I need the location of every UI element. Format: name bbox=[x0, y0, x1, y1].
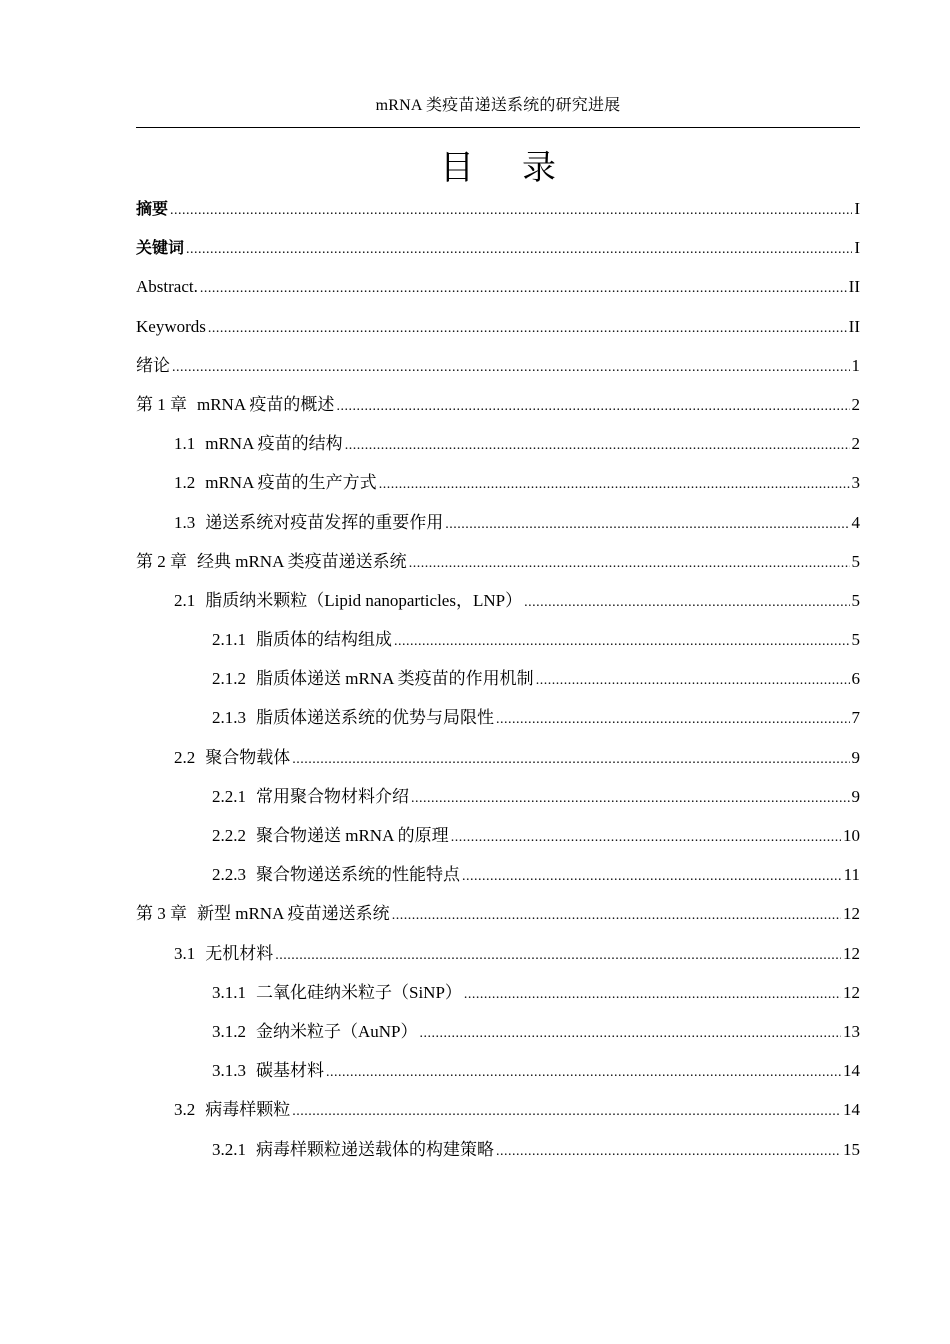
toc-entry-title: Abstract. bbox=[136, 277, 198, 297]
toc-entry-number: 2.2.2 bbox=[212, 826, 246, 845]
toc-dot-leader bbox=[496, 1132, 841, 1171]
toc-dot-leader bbox=[420, 1014, 841, 1053]
toc-dot-leader bbox=[462, 857, 842, 896]
toc-entry[interactable] bbox=[136, 346, 860, 385]
toc-entry-title: 碳基材料 bbox=[256, 1061, 324, 1081]
toc-dot-leader bbox=[200, 269, 847, 308]
toc-entry-number: 3.1.3 bbox=[212, 1061, 246, 1081]
toc-entry[interactable] bbox=[136, 542, 860, 581]
toc-entry[interactable] bbox=[136, 973, 860, 1012]
toc-entry-page: I bbox=[854, 238, 860, 258]
toc-entry-title: 脂质体递送系统的优势与局限性 bbox=[256, 708, 494, 728]
toc-entry-number: 3.2 bbox=[174, 1100, 196, 1120]
toc-entry-number: 1.2 bbox=[174, 473, 196, 493]
toc-entry[interactable] bbox=[136, 620, 860, 659]
toc-dot-leader bbox=[170, 191, 852, 230]
toc-entry-page: 12 bbox=[843, 943, 860, 963]
toc-entry-title: 经典 mRNA 类疫苗递送系统 bbox=[197, 551, 407, 571]
toc-entry-page: 9 bbox=[851, 747, 860, 767]
toc-dot-leader bbox=[336, 387, 849, 426]
toc-entry-page: 12 bbox=[843, 904, 860, 924]
toc-entry-number: 2.1.1 bbox=[212, 630, 246, 650]
toc-entry-title: 病毒样颗粒递送载体的构建策略 bbox=[256, 1139, 494, 1159]
toc-entry-number: 2.1.2 bbox=[212, 669, 246, 689]
toc-entry-page: 12 bbox=[843, 982, 860, 1002]
toc-entry[interactable] bbox=[136, 777, 860, 816]
toc-entry-title: 金纳米粒子（AuNP） bbox=[256, 1021, 418, 1041]
toc-entry-title: 关键词 bbox=[136, 238, 185, 258]
toc-dot-leader bbox=[445, 505, 849, 544]
toc-entry-page: 1 bbox=[851, 355, 860, 375]
toc-dot-leader bbox=[536, 661, 850, 700]
toc-entry[interactable] bbox=[136, 1012, 860, 1051]
toc-dot-leader bbox=[345, 426, 850, 465]
toc-entry-title: mRNA 疫苗的概述 bbox=[197, 394, 335, 414]
toc-entry[interactable] bbox=[136, 463, 860, 502]
toc-entry-page: 13 bbox=[843, 1021, 860, 1041]
toc-dot-leader bbox=[524, 583, 849, 622]
toc-entry-title: 聚合物载体 bbox=[205, 747, 291, 767]
toc-entry-page: II bbox=[848, 277, 860, 297]
toc-entry-page: I bbox=[854, 199, 860, 218]
toc-entry-page: 14 bbox=[843, 1100, 860, 1120]
toc-entry-number: 第 1 章 bbox=[136, 394, 187, 414]
toc-entry[interactable] bbox=[136, 189, 860, 228]
toc-entry-page: 7 bbox=[851, 708, 860, 728]
toc-entry-title: 脂质体的结构组成 bbox=[256, 630, 392, 650]
toc-entry-page: 6 bbox=[851, 669, 860, 689]
running-header: mRNA 类疫苗递送系统的研究进展 bbox=[375, 97, 621, 114]
toc-entry-page: 15 bbox=[843, 1139, 860, 1159]
toc-entry-number: 2.1.3 bbox=[212, 708, 246, 728]
toc-entry[interactable] bbox=[136, 659, 860, 698]
toc-dot-leader bbox=[451, 818, 841, 857]
toc-entry-page: 10 bbox=[843, 826, 860, 845]
toc-entry-title: 聚合物递送 mRNA 的原理 bbox=[256, 826, 449, 845]
toc-entry-page: 5 bbox=[851, 630, 860, 650]
toc-entry[interactable] bbox=[136, 816, 860, 855]
toc-entry-title: 二氧化硅纳米粒子（SiNP） bbox=[256, 982, 462, 1002]
toc-entry-page: 11 bbox=[843, 865, 860, 885]
toc-entry-title: 新型 mRNA 疫苗递送系统 bbox=[197, 904, 390, 924]
toc-entry-title: 递送系统对疫苗发挥的重要作用 bbox=[205, 512, 444, 532]
toc-entry-page: II bbox=[848, 316, 860, 336]
toc-dot-leader bbox=[392, 896, 841, 935]
toc-entry-page: 14 bbox=[843, 1061, 860, 1081]
toc-entry[interactable] bbox=[136, 385, 860, 424]
toc-entry-title: Keywords bbox=[136, 316, 206, 336]
toc-dot-leader bbox=[411, 779, 850, 818]
toc-entry[interactable] bbox=[136, 934, 860, 973]
toc-entry-number: 第 3 章 bbox=[136, 904, 187, 924]
toc-entry-page: 5 bbox=[851, 551, 860, 571]
toc-entry-page: 3 bbox=[851, 473, 860, 493]
toc-dot-leader bbox=[464, 975, 841, 1014]
toc-dot-leader bbox=[172, 348, 850, 387]
toc-entry-title: 常用聚合物材料介绍 bbox=[256, 786, 409, 806]
toc-entry[interactable] bbox=[136, 307, 860, 346]
header-rule bbox=[136, 127, 860, 128]
toc-entry[interactable] bbox=[136, 424, 860, 463]
toc-entry[interactable] bbox=[136, 698, 860, 737]
toc-entry[interactable] bbox=[136, 855, 860, 894]
toc-entry[interactable] bbox=[136, 228, 860, 267]
toc-entry-number: 2.2.3 bbox=[212, 865, 246, 885]
toc-entry-number: 3.1.2 bbox=[212, 1021, 246, 1041]
toc-entry-title: mRNA 疫苗的结构 bbox=[205, 434, 343, 454]
toc-entry-number: 第 2 章 bbox=[136, 551, 187, 571]
toc-entry-number: 2.2 bbox=[174, 747, 196, 767]
toc-entry-title: 脂质体递送 mRNA 类疫苗的作用机制 bbox=[256, 669, 534, 689]
toc-entry-title: 摘要 bbox=[136, 199, 169, 218]
toc-dot-leader bbox=[394, 622, 850, 661]
toc-entry-title: 无机材料 bbox=[205, 943, 274, 963]
toc-entry-number: 2.1 bbox=[174, 590, 196, 610]
toc-entry[interactable] bbox=[136, 1090, 860, 1129]
toc-entry-page: 9 bbox=[851, 786, 860, 806]
toc-entry[interactable] bbox=[136, 1130, 860, 1169]
toc-dot-leader bbox=[275, 936, 841, 975]
toc-entry[interactable] bbox=[136, 894, 860, 933]
toc-dot-leader bbox=[186, 230, 852, 269]
toc-entry[interactable] bbox=[136, 1051, 860, 1090]
toc-dot-leader bbox=[496, 700, 850, 739]
toc-entry-number: 1.3 bbox=[174, 512, 196, 532]
toc-entry-number: 1.1 bbox=[174, 434, 196, 454]
toc-entry-title: 病毒样颗粒 bbox=[205, 1100, 291, 1120]
toc-dot-leader bbox=[409, 544, 850, 583]
toc-dot-leader bbox=[326, 1053, 841, 1092]
toc-dot-leader bbox=[379, 465, 850, 504]
toc-title: 目录 bbox=[440, 148, 604, 188]
toc-entry-number: 2.2.1 bbox=[212, 786, 246, 806]
toc-entry-page: 2 bbox=[851, 434, 860, 454]
toc-dot-leader bbox=[208, 309, 847, 348]
toc-entry-page: 5 bbox=[851, 590, 860, 610]
toc-entry-number: 3.1.1 bbox=[212, 982, 246, 1002]
toc-entry-page: 4 bbox=[851, 512, 860, 532]
toc-entry-number: 3.1 bbox=[174, 943, 196, 963]
toc-entry-page: 2 bbox=[851, 394, 860, 414]
toc-list bbox=[136, 189, 860, 1169]
toc-dot-leader bbox=[292, 740, 849, 779]
toc-entry[interactable] bbox=[136, 503, 860, 542]
toc-entry-number: 3.2.1 bbox=[212, 1139, 246, 1159]
toc-dot-leader bbox=[292, 1092, 841, 1131]
toc-entry[interactable] bbox=[136, 581, 860, 620]
toc-entry-title: 脂质纳米颗粒（Lipid nanoparticles，LNP） bbox=[205, 590, 523, 610]
toc-entry-title: 绪论 bbox=[136, 355, 170, 375]
toc-entry-title: 聚合物递送系统的性能特点 bbox=[256, 865, 460, 885]
toc-entry[interactable] bbox=[136, 267, 860, 306]
toc-entry-title: mRNA 疫苗的生产方式 bbox=[205, 473, 377, 493]
toc-entry[interactable] bbox=[136, 738, 860, 777]
